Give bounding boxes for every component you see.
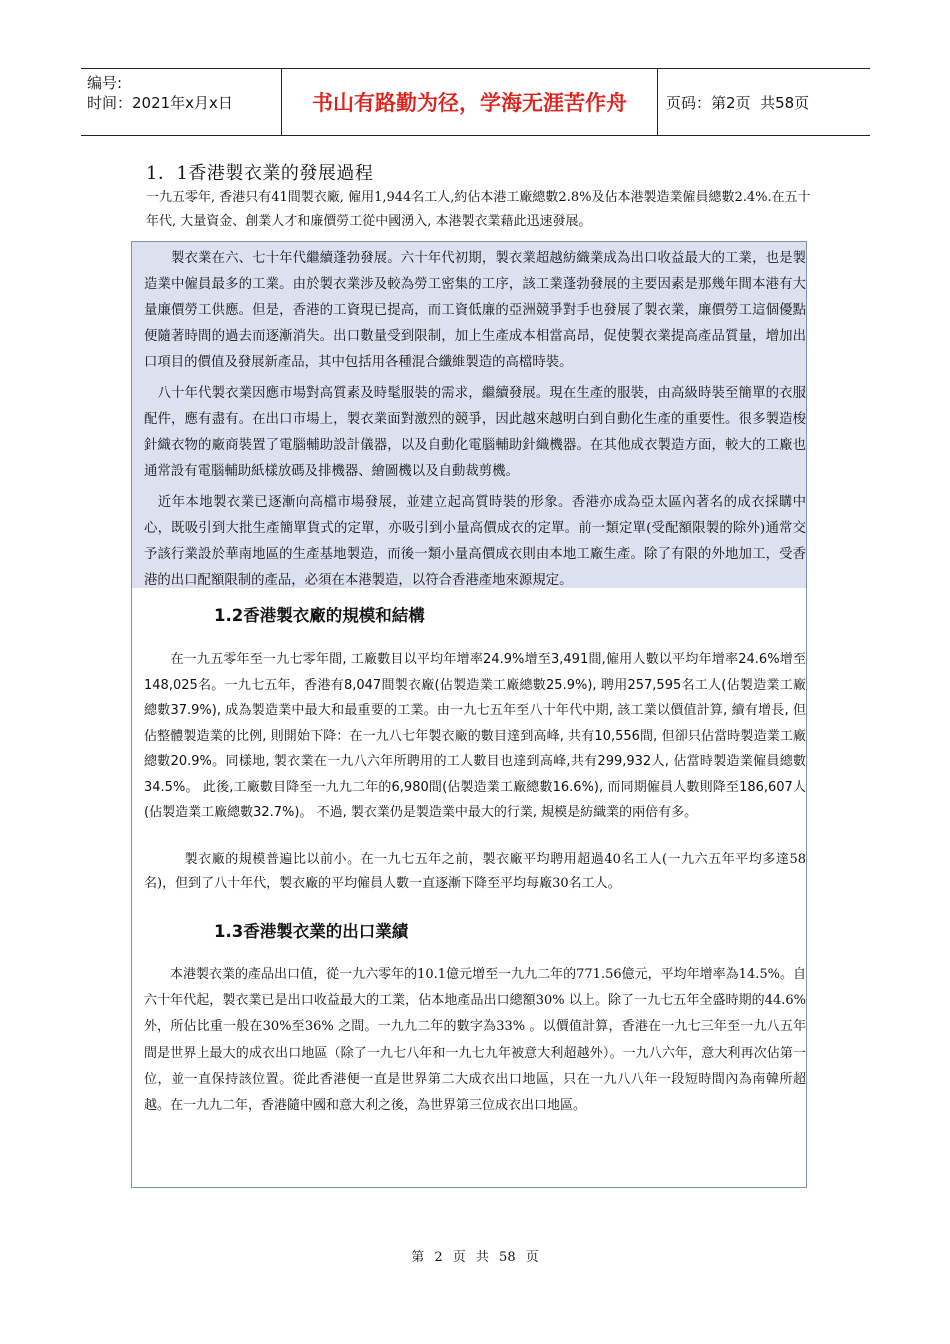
section-1-2-paragraph-2: 製衣廠的規模普遍比以前小。在一九七五年之前，製衣廠平均聘用超過40名工人(一九六五年平均多達58名)，但到了八十年代，製衣廠的平均僱員人數一直逐漸下降至平均每廠30名工人。 <box>144 852 806 891</box>
section-1-1-paragraph: 一九五零年, 香港只有41間製衣廠, 僱用1,944名工人,約佔本港工廠總數2.8%及佔本港製造業僱員總數2.4%.在五十年代, 大量資金、創業人才和廉價勞工從中國湧入, 本港製衣業藉此迅速發展。 <box>146 190 811 229</box>
document-date-label: 时间：2021年x月x日 <box>87 94 233 112</box>
section-1-3-paragraph: 本港製衣業的產品出口值，從一九六零年的10.1億元增至一九九二年的771.56億元，平均年增率為14.5%。自六十年代起，製衣業已是出口收益最大的工業，佔本地產品出口總額30% 以上。除了一九七五年全盛時期的44.6% 外，所佔比重一般在30%至36% 之間。一九九二年的數字為33% 。以價值計算，香港在一九七三年至一九八五年間是世界上最大的成衣出口地區（除了一九七八年和一九七九年被意大利超越外）。一九八六年，意大利再次佔第一位，並一直保持該位置。從此香港便一直是世界第二大成衣出口地區，只在一九八八年一段短時間內為南韓所超越。在一九九二年，香港隨中國和意大利之後，為世界第三位成衣出口地區。 <box>144 967 806 1114</box>
page-info-text: 页码：第2页 共58页 <box>666 93 810 112</box>
section-1-3-title: 1.3香港製衣業的出口業績 <box>214 922 409 941</box>
boxed-paragraph-1: 製衣業在六、七十年代繼續蓬勃發展。六十年代初期，製衣業超越紡織業成為出口收益最大的工業，也是製造業中僱員最多的工業。由於製衣業涉及較為勞工密集的工序，該工業蓬勃發展的主要因素是那幾年間本港有大量廉價勞工供應。但是，香港的工資現已提高，而工資低廉的亞洲競爭對手也發展了製衣業，廉價勞工這個優點便隨著時間的過去而逐漸消失。出口數量受到限制，加上生產成本相當高昂，促使製衣業提高產品質量，增加出口項目的價值及發展新產品，其中包括用各種混合纖維製造的高檔時裝。 <box>144 251 806 370</box>
page-header <box>81 68 870 136</box>
header-motto: 书山有路勤为径，学海无涯苦作舟 <box>281 69 658 135</box>
section-1-2-paragraph-1: 在一九五零年至一九七零年間, 工廠數目以平均年增率24.9%增至3,491間,僱用人數以平均年增率24.6%增至148,025名。一九七五年，香港有8,047間製衣廠(佔製造業工廠總數25.9%), 聘用257,595名工人(佔製造業工廠總數37.9%), 成為製造業中最大和最重要的工業。由一九七五年至八十年代中期, 該工業以價值計算, 續有增長, 但佔整體製造業的比例, 則開始下降：在一九八七年製衣廠的數目達到高峰, 共有10,556間, 但卻只佔當時製造業工廠總數20.9%。同樣地, 製衣業在一九八六年所聘用的工人數目也達到高峰,共有299,932人, 佔當時製造業僱員總數34.5%。 此後,工廠數目降至一九九二年的6,980間(佔製造業工廠總數16.6%), 而同期僱員人數則降至186,607人(佔製造業工廠總數32.7%)。 不過, 製衣業仍是製造業中最大的行業, 規模是紡織業的兩倍有多。 <box>144 652 806 820</box>
section-1-2-title: 1.2香港製衣廠的規模和結構 <box>214 606 425 625</box>
header-meta <box>81 69 281 135</box>
header-page-info <box>658 69 870 135</box>
boxed-paragraph-2: 八十年代製衣業因應市場對高質素及時髦服裝的需求，繼續發展。現在生產的服裝，由高級時裝至簡單的衣服配件，應有盡有。在出口市場上，製衣業面對激烈的競爭，因此越來越明白到自動化生產的重要性。很多製造梭針織衣物的廠商裝置了電腦輔助設計儀器，以及自動化電腦輔助針織機器。在其他成衣製造方面，較大的工廠也通常設有電腦輔助紙樣放碼及排機器、繪圖機以及自動裁剪機。 <box>144 386 806 479</box>
page-footer: 第 2 页 共 58 页 <box>411 1250 539 1265</box>
section-1-1-title: 1．1香港製衣業的發展過程 <box>146 163 374 184</box>
document-number-label: 编号: <box>87 74 123 92</box>
boxed-paragraph-3: 近年本地製衣業已逐漸向高檔市場發展，並建立起高質時裝的形象。香港亦成為亞太區內著名的成衣採購中心，既吸引到大批生產簡單貨式的定單，亦吸引到小量高價成衣的定單。前一類定單(受配額限製的除外)通常交予該行業設於華南地區的生產基地製造，而後一類小量高價成衣則由本地工廠生產。除了有限的外地加工，受香港的出口配額限制的產品，必須在本港製造，以符合香港產地來源規定。 <box>144 495 806 588</box>
